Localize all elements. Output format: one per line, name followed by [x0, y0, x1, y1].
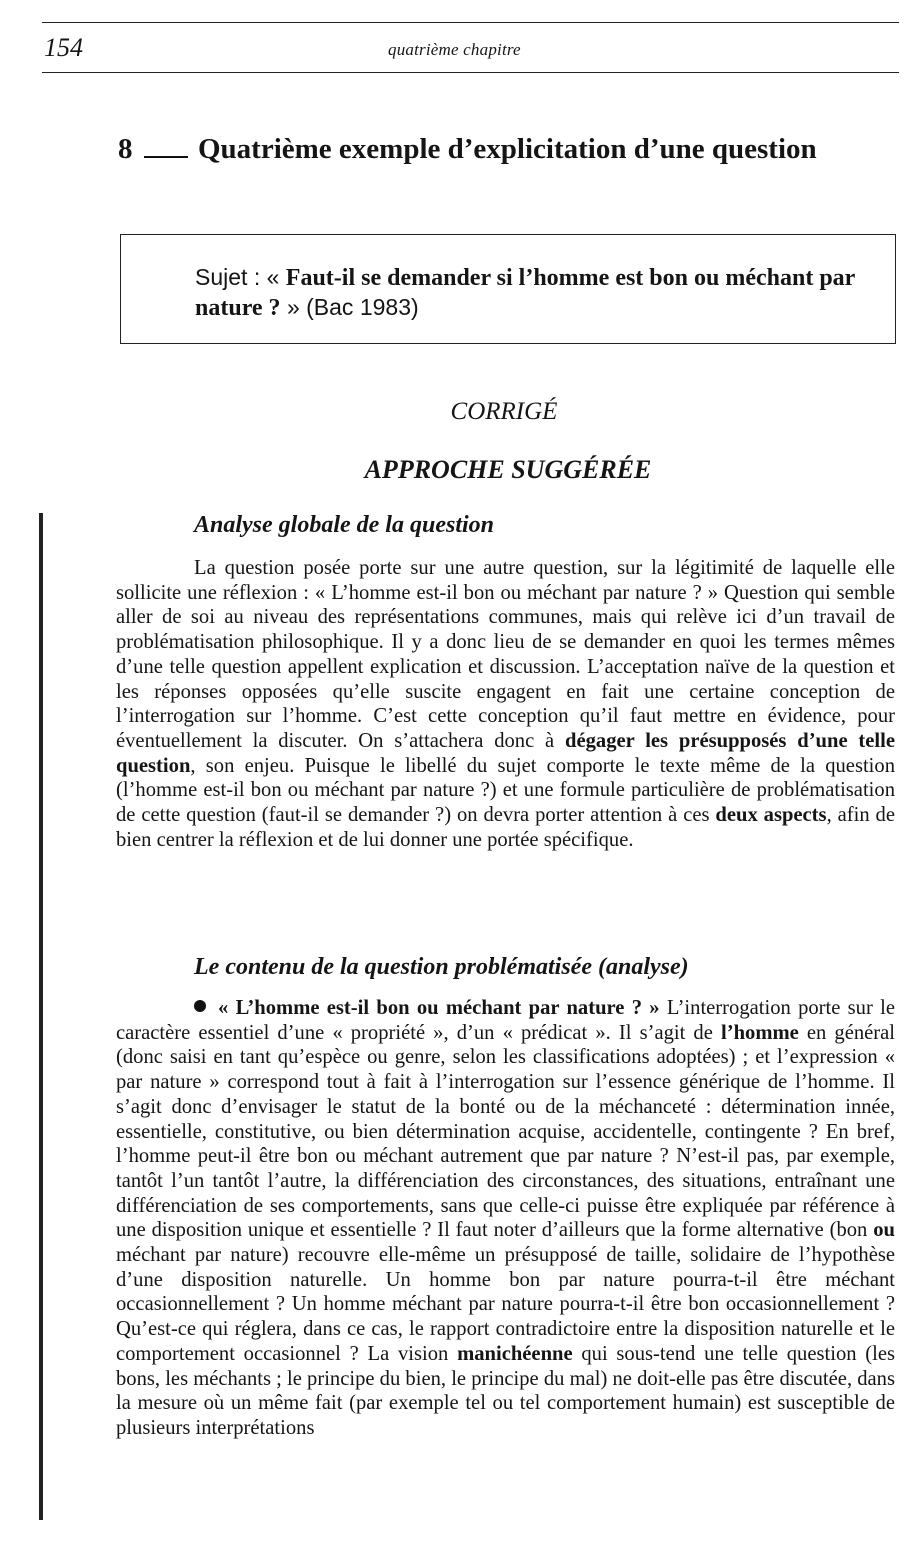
page-number: 154 — [44, 33, 83, 62]
paragraph-analyse — [116, 556, 895, 852]
para2-text-4: qui sous-tend une telle question (les bons, les méchants ; le principe du bien, le principe du mal) ne doit-elle pas être discutée, dans la mesure où un même fait (par exemple tel ou tel comportement humain) est susceptible de plusieurs interprétations — [116, 1342, 896, 1439]
subheading-analyse: Analyse globale de la question — [194, 512, 494, 538]
para1-text-2: , son enjeu. Puisque le libellé du sujet comporte le texte même de la question (l’homme est-il bon ou méchant par nature ?) et une formule particulière de problématisation de cette question (faut-il se demander ?) on devra porter attention à ces — [116, 754, 895, 827]
para2-bold-4: manichéenne — [457, 1342, 573, 1365]
para2-text-3: méchant par nature) recouvre elle-même un présupposé de taille, solidaire de l’hypothèse d’une disposition naturelle. Un homme bon par nature pourra-t-il être méchant occasionnellement ? Un homme méchant par nature pourra-t-il être bon occasionnellement ? Qu’est-ce qui réglera, dans ce cas, le rapport contradictoire entre la disposition naturelle et le comportement occasionnel ? La vision — [116, 1244, 895, 1365]
subject-text — [195, 263, 875, 323]
para2-bold-3: ou — [873, 1219, 895, 1242]
para2-bold-1: « L’homme est-il bon ou méchant par nature ? » — [218, 997, 660, 1019]
subject-box — [120, 234, 896, 344]
subheading-contenu: Le contenu de la question problématisée (analyse) — [194, 954, 689, 980]
para1-bold-1: dégager les présupposés d’une telle question — [116, 729, 895, 777]
para1-text-1: La question posée porte sur une autre question, sur la légitimité de laquelle elle sollicite une réflexion : « L’homme est-il bon ou méchant par nature ? » Question qui semble aller de soi au niveau des représentations communes, mais qui relève ici d’un travail de problématisation philosophique. Il y a donc lieu de se demander en quoi les termes mêmes d’une telle question appellent explication et discussion. L’acceptation naïve de la question et les réponses opposées qu’elle suscite engagent en fait une certaine conception de l’interrogation sur l’homme. C’est cette conception qu’il faut mettre en évidence, pour éventuellement la discuter. On s’attachera donc à — [116, 557, 895, 752]
heading-corrige: CORRIGÉ — [450, 398, 558, 425]
subject-label: Sujet : « — [195, 264, 286, 290]
heading-approche: APPROCHE SUGGÉRÉE — [364, 455, 652, 484]
header-bottom-rule — [42, 72, 899, 73]
subject-source: » (Bac 1983) — [280, 294, 419, 320]
section-dash — [144, 156, 188, 158]
para1-bold-2: deux aspects — [715, 804, 827, 827]
section-title: Quatrième exemple d’explicitation d’une question — [198, 133, 817, 165]
paragraph-contenu — [116, 996, 895, 1441]
header-top-rule — [42, 22, 899, 23]
para1-text-3: , afin de bien centrer la réflexion et de lui donner une portée spécifique. — [116, 804, 895, 851]
para2-bold-2: l’homme — [720, 1021, 799, 1044]
bullet-icon — [194, 1000, 206, 1012]
subject-question: Faut-il se demander si l’homme est bon ou méchant par nature ? — [195, 265, 855, 321]
para2-text-1: L’interrogation porte sur le caractère essentiel d’une « propriété », d’un « prédicat ». Il s’agit de — [116, 997, 895, 1044]
para2-text-2: en général (donc saisi en tant qu’espèce ou genre, selon les classifications adoptées) ; et l’expression « par nature » correspond tout à fait à l’interrogation sur l’essence générique de l’homme. Il s’agit donc d’envisager le statut de la bonté ou de la méchanceté : détermination innée, essentielle, constitutive, ou bien détermination acquise, accidentelle, contingente ? En bref, l’homme peut-il être bon ou méchant autrement que par nature ? N’est-il pas, par exemple, tantôt l’un tantôt l’autre, la différenciation des circonstances, des situations, entraînant une différenciation de ses comportements, sans que celle-ci puisse être expliquée par référence à une disposition unique et essentielle ? Il faut noter d’ailleurs que la forme alternative (bon — [116, 1021, 895, 1242]
margin-bar — [39, 513, 43, 1520]
section-number: 8 — [118, 133, 133, 165]
running-title: quatrième chapitre — [388, 40, 521, 59]
